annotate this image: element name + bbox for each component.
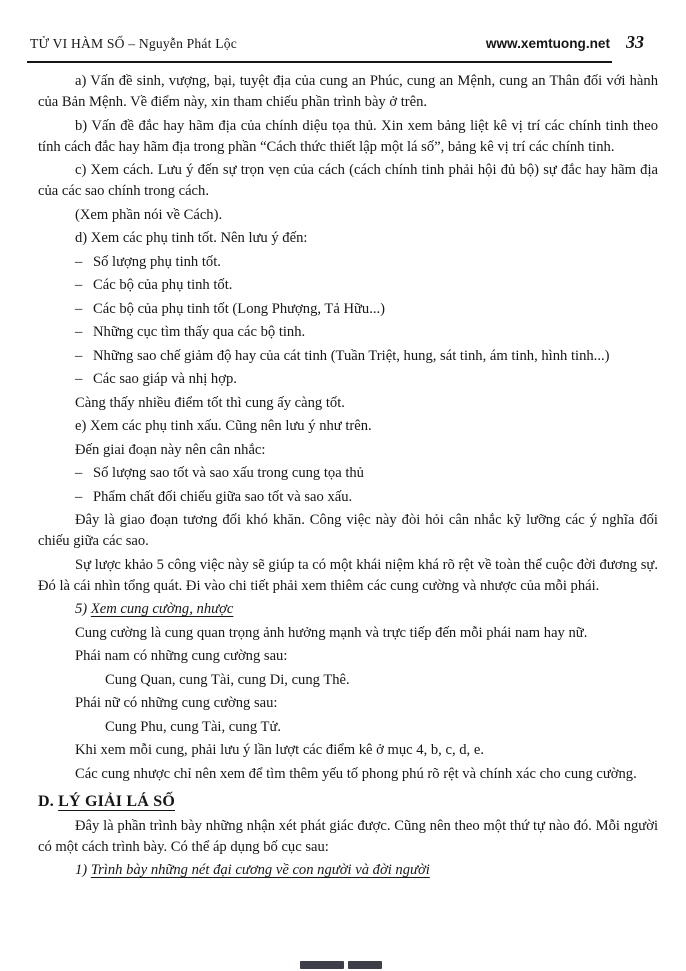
paragraph: Đây là giao đoạn tương đối khó khăn. Công việc này đòi hỏi cân nhắc kỹ lưỡng các ý nghĩa đối chiếu giữa các sao. — [38, 512, 658, 549]
list-item-text: Số lượng phụ tinh tốt. — [93, 253, 221, 270]
page-number: 33 — [626, 32, 644, 52]
indented-line: Cung Quan, cung Tài, cung Di, cung Thê. — [105, 671, 350, 688]
subsection-heading — [75, 860, 658, 881]
list-item — [75, 346, 658, 367]
paragraph: Đây là phần trình bày những nhận xét phát giác được. Cũng nên theo một thứ tự nào đó. Mỗi người có một cách trình bày. Có thể áp dụng bố cục sau: — [38, 817, 658, 855]
list-item — [75, 322, 658, 343]
bullet-dash-icon: – — [75, 277, 83, 293]
subsection-heading — [75, 599, 658, 620]
heading-prefix: 1) — [75, 862, 91, 878]
paragraph: (Xem phần nói về Cách). — [75, 206, 223, 223]
heading-text: Xem cung cường, nhược — [90, 601, 234, 617]
bullet-dash-icon: – — [75, 300, 83, 317]
paragraph: Càng thấy nhiều điểm tốt thì cung ấy càng tốt. — [75, 394, 345, 411]
section-heading — [38, 791, 658, 812]
paragraph: a) Vấn đề sinh, vượng, bại, tuyệt địa của cung an Phúc, cung an Mệnh, cung an Thân đối với hành của Bản Mệnh. Về điểm này, xin tham chiếu phần trình bày ở trên. — [38, 73, 658, 110]
heading-text: Trình bày những nét đại cương về con người và đời người — [90, 862, 430, 878]
heading-prefix: D. — [38, 792, 59, 810]
page-header — [30, 32, 658, 63]
paragraph: b) Vấn đề đắc hay hãm địa của chính diệu tọa thủ. Xin xem bảng liệt kê vị trí các chính tinh theo tính cách đắc hay hãm địa trong phần “Cách thức thiết lập một lá số”, bảng kê vị trí các chính tinh. — [38, 117, 658, 155]
bullet-dash-icon: – — [75, 488, 83, 505]
paragraph: c) Xem cách. Lưu ý đến sự trọn vẹn của cách (cách chính tinh phải hội đủ bộ) sự đắc hay hãm địa của các sao chính trong cách. — [38, 162, 658, 199]
list-item — [75, 487, 658, 508]
list-item-text: Các sao giáp và nhị hợp. — [93, 371, 237, 387]
book-title: TỬ VI HÀM SỐ – Nguyễn Phát Lộc — [30, 36, 237, 51]
list-item — [75, 252, 658, 273]
paragraph: Khi xem mỗi cung, phải lưu ý lần lượt các điểm kê ở mục 4, b, c, d, e. — [75, 742, 484, 758]
paragraph: Cung cường là cung quan trọng ảnh hưởng mạnh và trực tiếp đến mỗi phái nam hay nữ. — [75, 624, 588, 641]
list-item — [75, 463, 658, 484]
paragraph: Phái nữ có những cung cường sau: — [75, 695, 278, 711]
list-item — [75, 275, 658, 296]
website-text: www.xemtuong.net — [485, 36, 610, 51]
document-body — [38, 71, 658, 881]
paragraph: Sự lược khảo 5 công việc này sẽ giúp ta có một khái niệm khá rõ rệt về toàn thể cuộc đời đương sự. Đó là cái nhìn tổng quát. Đi vào chi tiết phải xem thiêm các cung cường và nhược của mỗi phái. — [38, 556, 658, 594]
list-item — [75, 299, 658, 320]
heading-text: LÝ GIẢI LÁ SỐ — [58, 792, 176, 810]
list-item — [75, 369, 658, 390]
bullet-dash-icon: – — [75, 465, 83, 481]
paragraph: Các cung nhược chỉ nên xem để tìm thêm yếu tố phong phú rõ rệt và chính xác cho cung cường. — [75, 765, 637, 782]
scan-artifact — [300, 961, 382, 969]
bullet-dash-icon: – — [75, 347, 83, 364]
list-item-text: Các bộ của phụ tinh tốt. — [93, 277, 233, 293]
list-item-text: Những sao chế giảm độ hay của cát tinh (Tuần Triệt, hung, sát tinh, ám tinh, hình tinh...) — [93, 347, 610, 364]
list-item-text: Phẩm chất đối chiếu giữa sao tốt và sao xấu. — [93, 488, 353, 505]
header-rule — [27, 36, 612, 63]
list-item-text: Các bộ của phụ tinh tốt (Long Phượng, Tả Hữu...) — [93, 300, 385, 317]
paragraph: Đến giai đoạn này nên cân nhắc: — [75, 441, 266, 458]
bullet-dash-icon: – — [75, 324, 83, 340]
bullet-dash-icon: – — [75, 371, 83, 387]
paragraph: d) Xem các phụ tinh tốt. Nên lưu ý đến: — [75, 230, 308, 246]
list-item-text: Những cục tìm thấy qua các bộ tinh. — [93, 324, 306, 340]
paragraph: Phái nam có những cung cường sau: — [75, 648, 288, 664]
paragraph: e) Xem các phụ tinh xấu. Cũng nên lưu ý như trên. — [75, 418, 372, 434]
indented-line: Cung Phu, cung Tài, cung Tử. — [105, 718, 282, 735]
bullet-dash-icon: – — [75, 253, 83, 270]
heading-prefix: 5) — [75, 601, 91, 617]
list-item-text: Số lượng sao tốt và sao xấu trong cung tọa thủ — [93, 465, 364, 481]
